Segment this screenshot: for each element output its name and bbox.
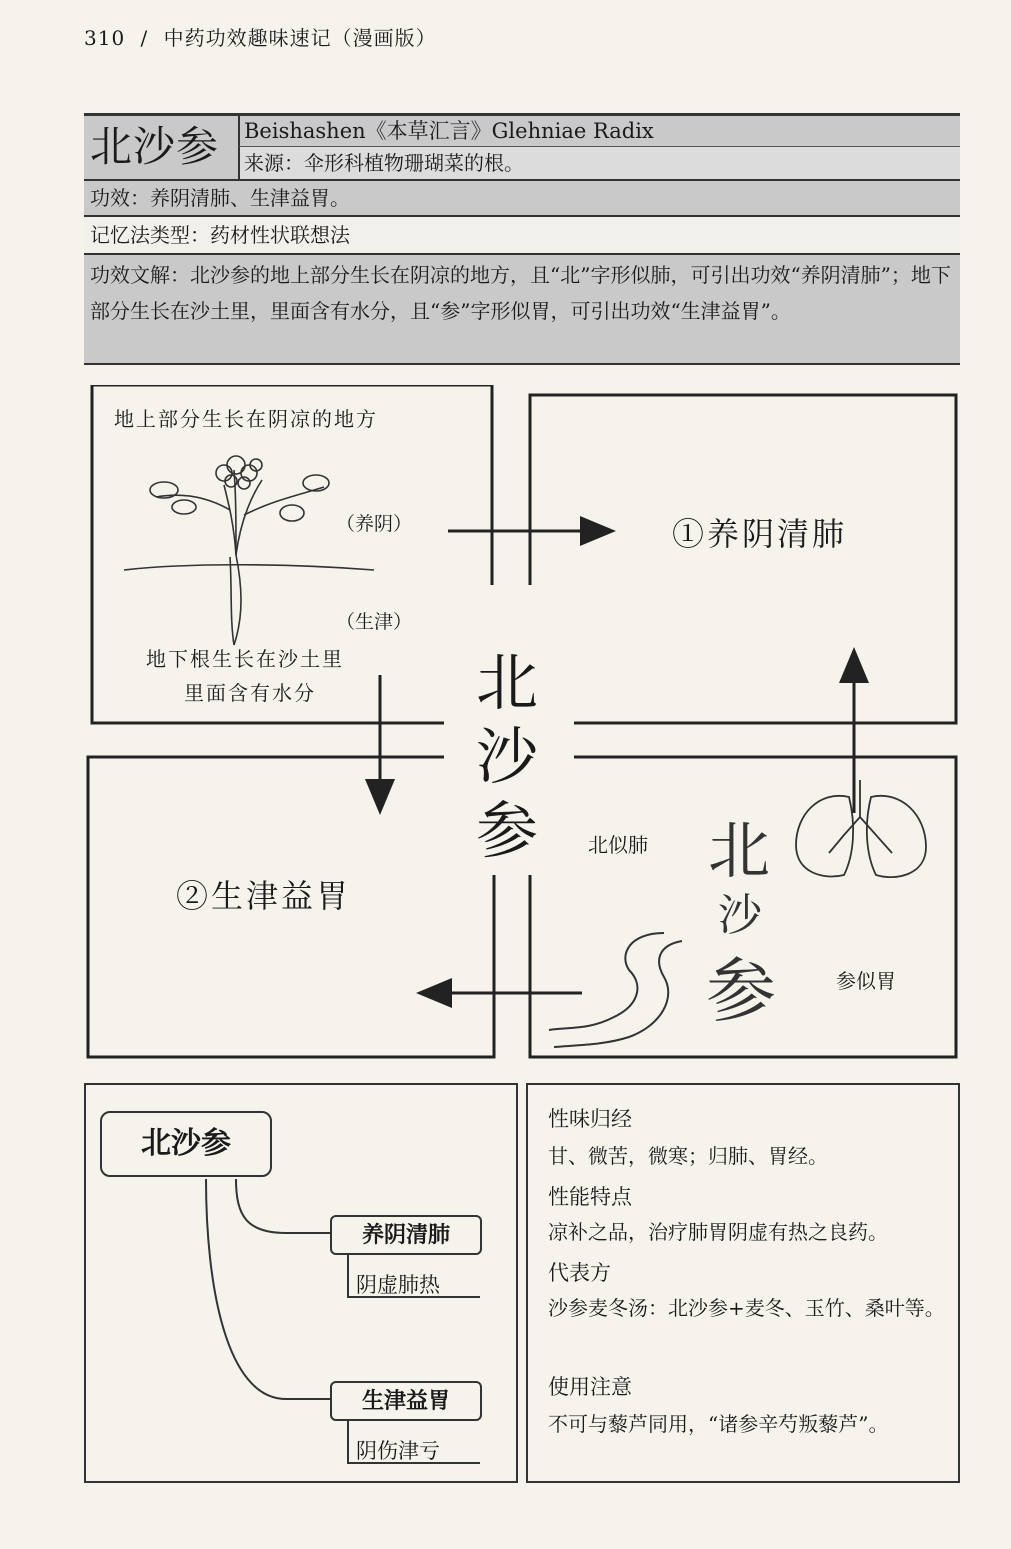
hand-char-bei: 北 (708, 814, 771, 887)
above-ground-caption: 地上部分生长在阴凉的地方 (114, 407, 378, 431)
mind-map-box (84, 1083, 518, 1483)
prop-body-features: 凉补之品，治疗肺胃阴虚有热之良药。 (548, 1220, 888, 1244)
mindmap-branch1: 养阴清肺 (330, 1215, 482, 1255)
panel-top-left (92, 385, 492, 723)
comic-illustration (84, 385, 964, 1065)
yangyin-tag: （养阴） (336, 513, 413, 535)
prop-body-caution: 不可与藜芦同用，“诸参辛芍叛藜芦”。 (548, 1412, 889, 1436)
prop-heading-formula: 代表方 (548, 1261, 611, 1285)
explanation-row: 功效文解：北沙参的地上部分生长在阴凉的地方，且“北”字形似肺，可引出功效“养阴清肺”；地下部分生长在沙土里，里面含有水分，且“参”字形似胃，可引出功效“生津益胃”。 (84, 255, 960, 365)
bei-like-lung-caption: 北似肺 (588, 833, 648, 857)
shen-like-stomach-caption: 参似胃 (836, 969, 896, 993)
mindmap-leaf1: 阴虚肺热 (356, 1273, 440, 1297)
center-char-sha: 沙 (476, 720, 539, 793)
stomach-sketch (549, 933, 682, 1047)
prop-heading-features: 性能特点 (548, 1185, 632, 1209)
latin-name-line: Beishashen《本草汇言》Glehniae Radix (238, 113, 960, 147)
prop-heading-caution: 使用注意 (548, 1375, 632, 1399)
herb-info-table (84, 113, 960, 365)
prop-body-formula: 沙参麦冬汤：北沙参+麦冬、玉竹、桑叶等。 (548, 1296, 945, 1320)
mindmap-root: 北沙参 (100, 1111, 272, 1177)
below-ground-caption-1: 地下根生长在沙土里 (146, 647, 344, 671)
herb-name: 北沙参 (84, 113, 238, 181)
effect1-label: ①养阴清肺 (672, 515, 848, 553)
effect2-label: ②生津益胃 (176, 877, 352, 915)
memory-type-row: 记忆法类型：药材性状联想法 (84, 217, 960, 255)
page-number: 310 (84, 26, 126, 50)
hand-char-sha: 沙 (718, 890, 762, 941)
center-char-bei: 北 (476, 646, 539, 719)
properties-box (526, 1083, 960, 1483)
running-header (84, 22, 437, 51)
hand-char-shen: 参 (706, 950, 776, 1032)
mindmap-branch2: 生津益胃 (330, 1381, 482, 1421)
source-line: 来源：伞形科植物珊瑚菜的根。 (238, 147, 960, 181)
lungs-sketch (796, 780, 926, 877)
prop-body-taste: 甘、微苦，微寒；归肺、胃经。 (548, 1144, 828, 1168)
efficacy-row: 功效：养阴清肺、生津益胃。 (84, 181, 960, 217)
book-title: 中药功效趣味速记（漫画版） (163, 26, 437, 50)
prop-heading-taste: 性味归经 (548, 1107, 632, 1131)
below-ground-caption-2: 里面含有水分 (184, 681, 316, 705)
panel-top-right (530, 395, 956, 723)
mindmap-leaf2: 阴伤津亏 (356, 1439, 440, 1463)
header-separator: / (140, 26, 149, 50)
center-char-shen: 参 (476, 794, 539, 867)
shengjin-tag: （生津） (336, 611, 413, 633)
